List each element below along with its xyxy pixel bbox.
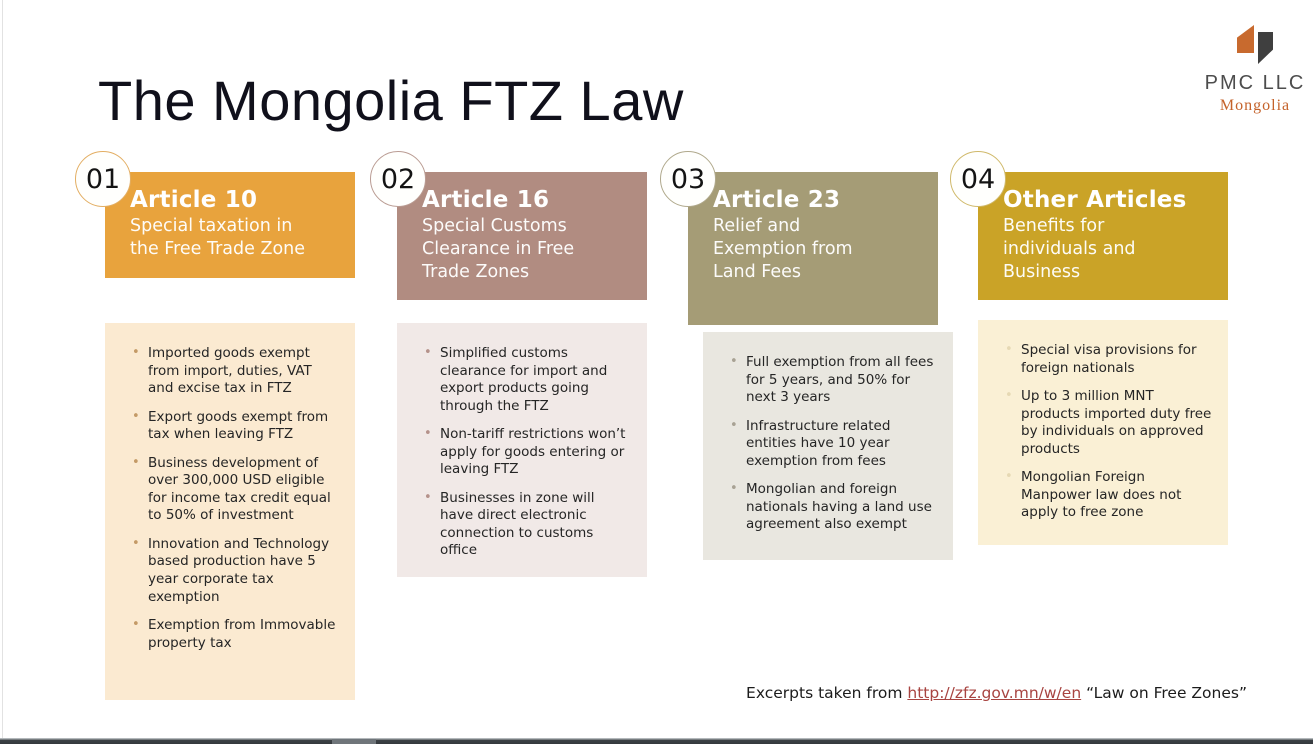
- step-number: 01: [85, 163, 121, 195]
- bullet-item: • Mongolian and foreign nationals having a land use agreement also exempt: [729, 481, 937, 534]
- bullet-list: [105, 323, 355, 652]
- taskbar-edge: [0, 738, 1313, 744]
- bullet-item: • Special visa provisions for foreign nationals: [1004, 342, 1212, 377]
- step-number-badge-01: [75, 151, 131, 207]
- logo-mark-icon: [1225, 20, 1285, 68]
- article-body-card-4: [978, 320, 1228, 545]
- article-header-card-1: [105, 172, 355, 278]
- bullet-item: • Export goods exempt from tax when leaving FTZ: [131, 409, 339, 444]
- bullet-item: • Up to 3 million MNT products imported duty free by individuals on approved products: [1004, 388, 1212, 458]
- footer-prefix: Excerpts taken from: [746, 684, 903, 702]
- bullet-item: • Simplified customs clearance for import and export products going through the FTZ: [423, 345, 631, 415]
- step-number-badge-03: [660, 151, 716, 207]
- article-header-card-2: [397, 172, 647, 300]
- article-title: Article 23: [713, 187, 841, 213]
- article-subtitle: Special taxation in the Free Trade Zone: [130, 216, 306, 260]
- slide-left-border: [2, 0, 3, 738]
- logo-gray-shape-icon: [1258, 32, 1273, 64]
- article-title: Article 16: [422, 187, 550, 213]
- logo-orange-shape-icon: [1237, 25, 1254, 53]
- bullet-item: • Mongolian Foreign Manpower law does not apply to free zone: [1004, 469, 1212, 522]
- source-link[interactable]: http://zfz.gov.mn/w/en: [907, 684, 1082, 702]
- footer-suffix: “Law on Free Zones”: [1086, 684, 1247, 702]
- bullet-item: • Business development of over 300,000 USD eligible for income tax credit equal to 50% of investment: [131, 455, 339, 525]
- bullet-item: • Businesses in zone will have direct electronic connection to customs office: [423, 490, 631, 560]
- article-subtitle: Benefits for individuals and Business: [1003, 216, 1136, 283]
- footer-note: [746, 684, 1247, 702]
- article-title: Other Articles: [1003, 187, 1187, 213]
- taskbar-edge-highlight: [332, 739, 376, 744]
- step-number: 02: [380, 163, 416, 195]
- article-header-card-4: [978, 172, 1228, 300]
- bullet-item: • Infrastructure related entities have 10 year exemption from fees: [729, 418, 937, 471]
- page-title: The Mongolia FTZ Law: [98, 69, 684, 132]
- article-body-card-1: [105, 323, 355, 700]
- bullet-item: • Non-tariff restrictions won’t apply for goods entering or leaving FTZ: [423, 426, 631, 479]
- article-subtitle: Relief and Exemption from Land Fees: [713, 216, 853, 283]
- company-logo: [1190, 20, 1313, 115]
- step-number-badge-02: [370, 151, 426, 207]
- bullet-item: • Exemption from Immovable property tax: [131, 617, 339, 652]
- bullet-item: • Imported goods exempt from import, duties, VAT and excise tax in FTZ: [131, 345, 339, 398]
- step-number-badge-04: [950, 151, 1006, 207]
- bullet-list: [397, 323, 647, 560]
- bullet-item: • Innovation and Technology based production have 5 year corporate tax exemption: [131, 536, 339, 606]
- logo-region-name: Mongolia: [1219, 97, 1291, 114]
- bullet-list: [978, 320, 1228, 522]
- bullet-list: [703, 332, 953, 534]
- step-number: 04: [960, 163, 996, 195]
- bullet-item: • Full exemption from all fees for 5 years, and 50% for next 3 years: [729, 354, 937, 407]
- article-body-card-3: [703, 332, 953, 560]
- step-number: 03: [670, 163, 706, 195]
- article-header-card-3: [688, 172, 938, 325]
- article-body-card-2: [397, 323, 647, 577]
- article-subtitle: Special Customs Clearance in Free Trade Zones: [422, 216, 575, 283]
- logo-company-name: PMC LLC: [1204, 72, 1306, 94]
- article-title: Article 10: [130, 187, 258, 213]
